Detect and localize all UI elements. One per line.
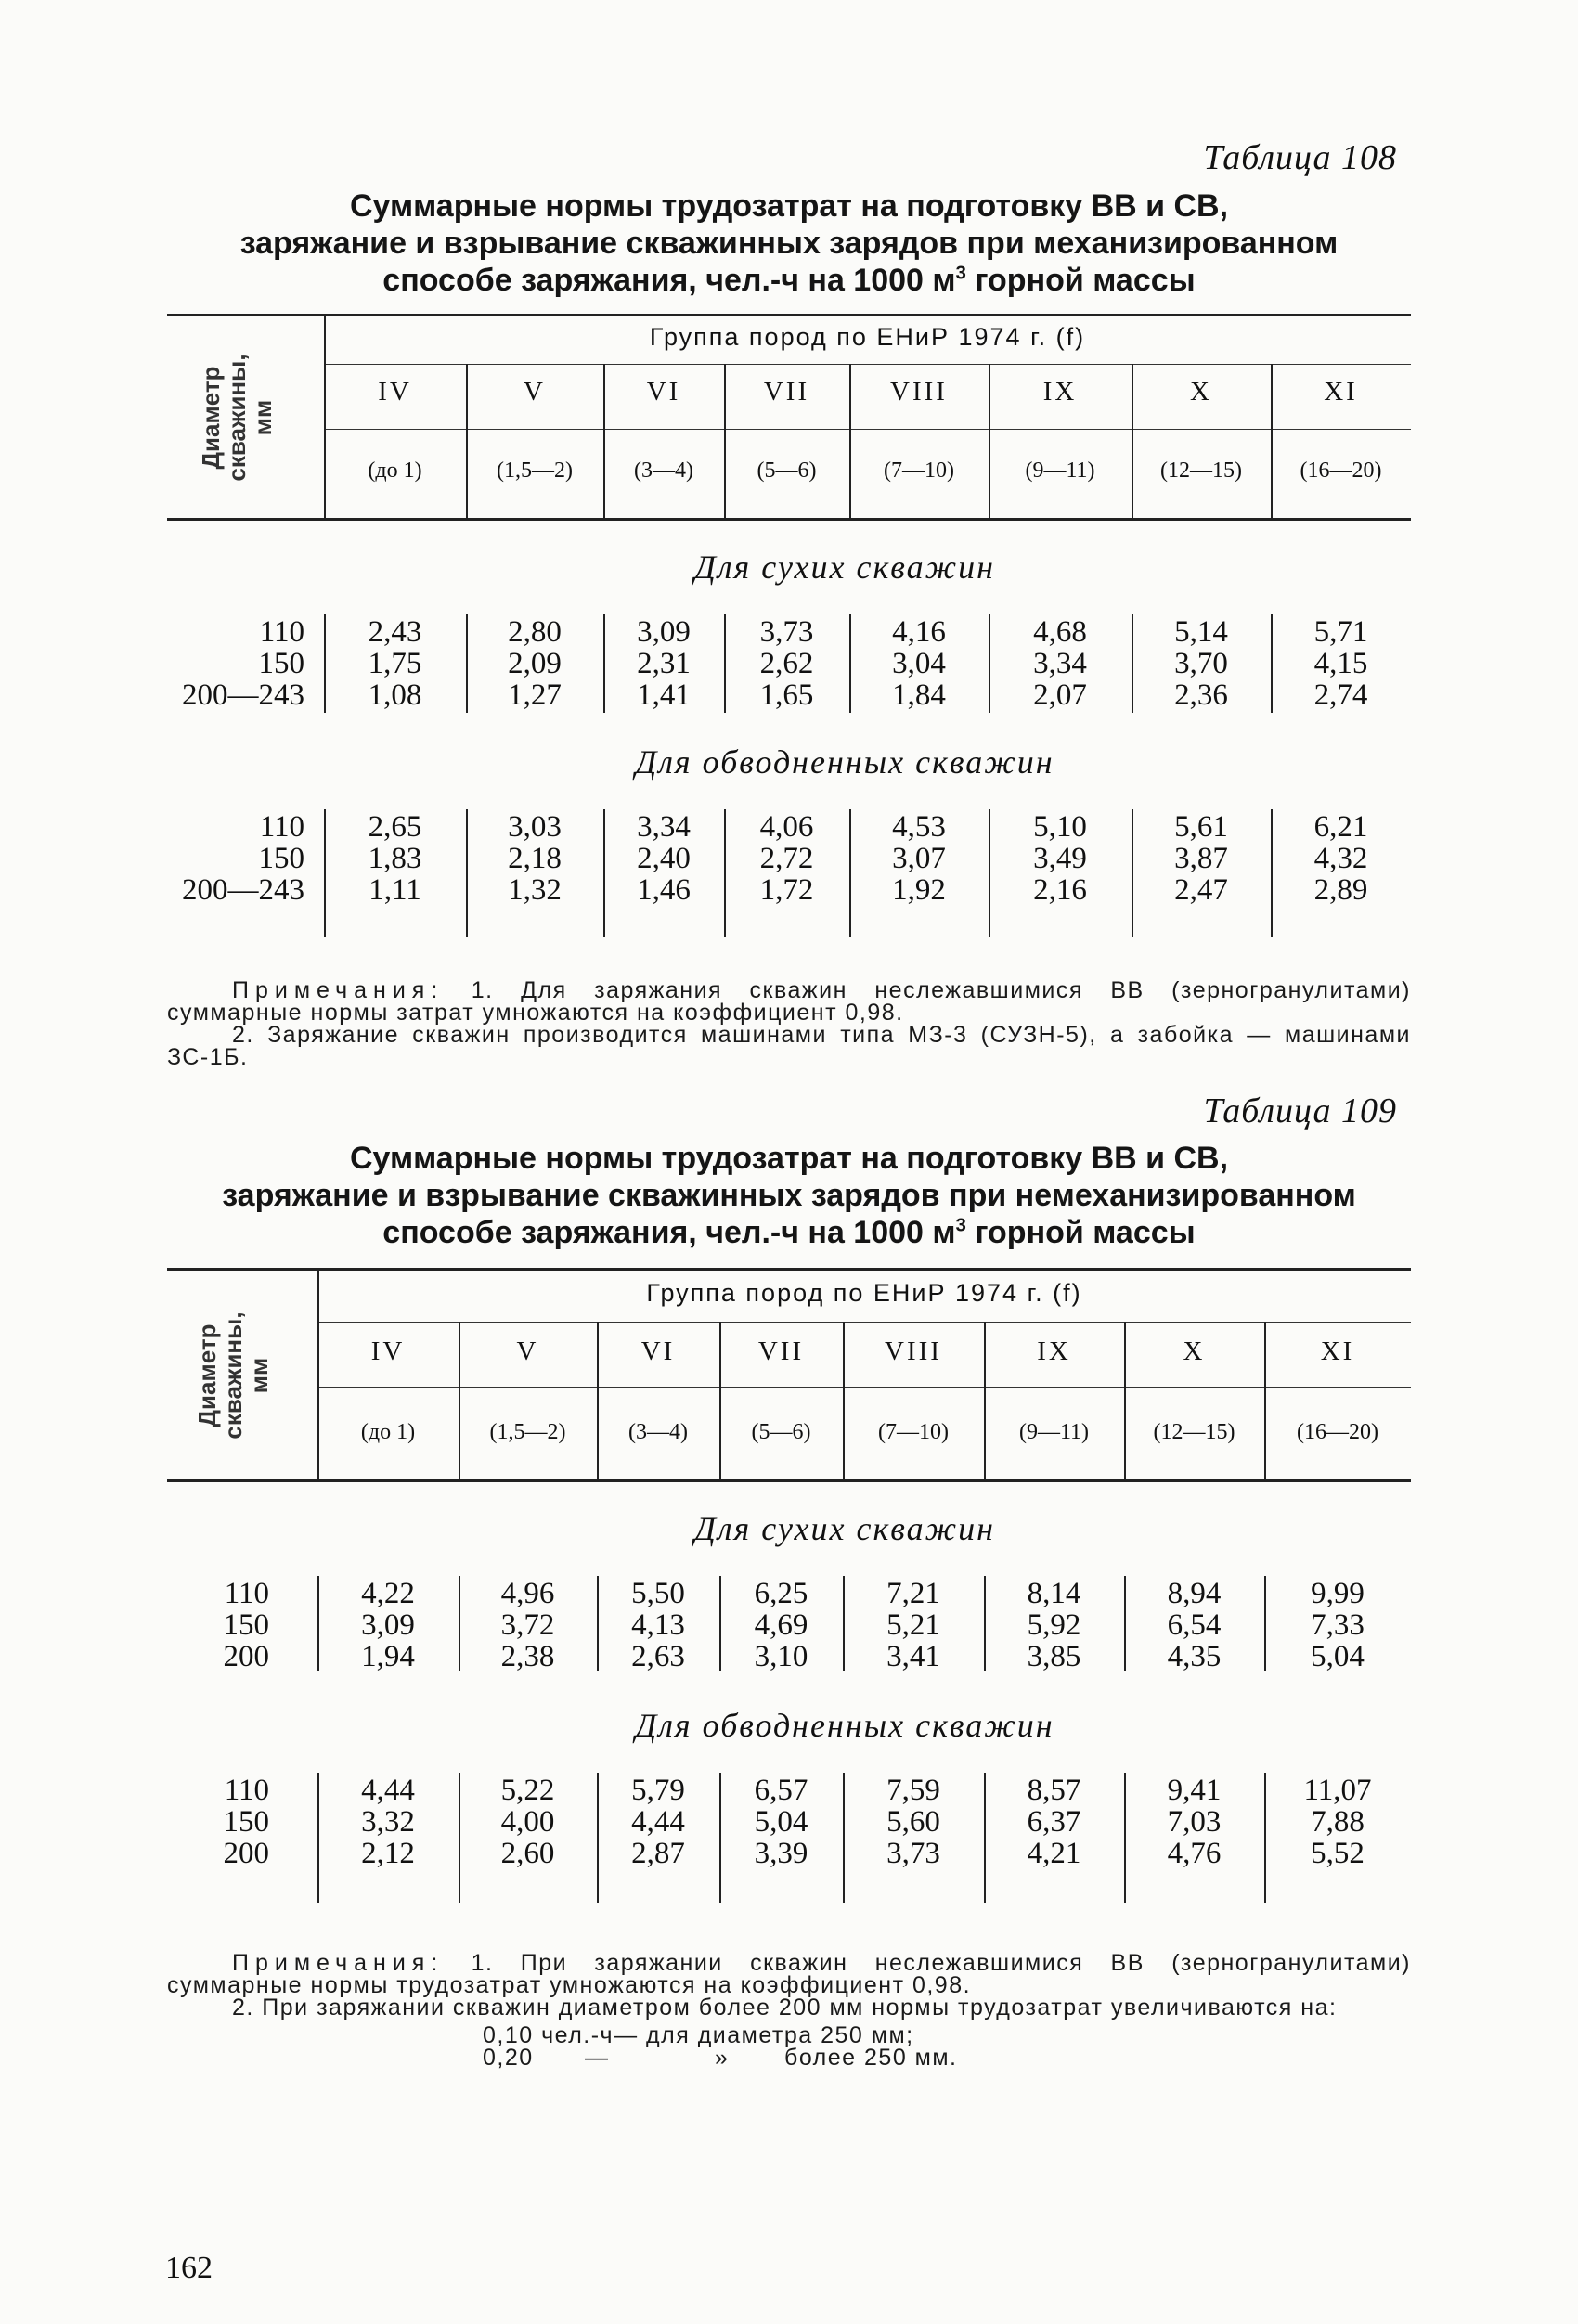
table-109-title: Суммарные нормы трудозатрат на подготовку ВВ и СВ, заряжание и взрывание скважинных зарядов при немеханизированном способе заряжания, чел.-ч на 1000 $м^3$ горной массы xyxy=(222,1141,1356,1250)
table-cell: 5,50 xyxy=(631,1577,685,1610)
group-6-label: X xyxy=(1190,377,1212,407)
table-108-number: Таблица 108 xyxy=(1203,138,1397,177)
group-2-f-range: (3—4) xyxy=(628,1420,688,1444)
table-cell: 3,34 xyxy=(637,810,691,844)
group-1-values xyxy=(459,1578,597,1672)
table-cell: 1,72 xyxy=(759,873,814,907)
section-label: Для обводненных скважин xyxy=(635,1707,1054,1744)
table-cell: 4,53 xyxy=(892,810,946,844)
diameter-value: 150 xyxy=(223,1608,269,1642)
table-cell: 2,80 xyxy=(508,615,562,649)
table-cell: 3,73 xyxy=(759,615,814,649)
group-1-values xyxy=(466,616,603,711)
section-label: Для обводненных скважин xyxy=(635,743,1054,781)
group-3-values xyxy=(719,1775,843,1869)
table-cell: 2,16 xyxy=(1033,873,1087,907)
table-cell: 2,31 xyxy=(637,647,691,680)
table-cell: 2,89 xyxy=(1313,873,1368,907)
table-109-notes xyxy=(167,1952,1411,2069)
group-7-values xyxy=(1271,811,1411,906)
increase-line-2: 0,20 — » более 250 мм. xyxy=(483,2045,958,2071)
table-cell: 2,72 xyxy=(759,842,814,875)
table-cell: 5,22 xyxy=(500,1774,555,1807)
note-2: 2. При заряжании скважин диаметром более 200 мм нормы трудозатрат увеличиваются на: xyxy=(232,1995,1338,2021)
diameter-values xyxy=(167,811,304,906)
table-cell: 2,12 xyxy=(361,1837,415,1870)
roman-row-rule xyxy=(317,1387,1411,1388)
group-5-label: IX xyxy=(1037,1336,1071,1366)
table-cell: 1,41 xyxy=(637,678,691,712)
table-cell: 6,54 xyxy=(1167,1608,1222,1642)
table-cell: 4,76 xyxy=(1167,1837,1222,1870)
group-5-f-range: (9—11) xyxy=(1025,458,1095,483)
table-cell: 3,39 xyxy=(754,1837,808,1870)
table-cell: 7,03 xyxy=(1167,1805,1222,1839)
table-cell: 2,87 xyxy=(631,1837,685,1870)
group-4-label: VIII xyxy=(890,377,948,407)
table-cell: 1,83 xyxy=(368,842,422,875)
group-0-label: IV xyxy=(370,1336,406,1366)
diameter-label-line: мм xyxy=(249,399,277,436)
group-4-f-range: (7—10) xyxy=(884,458,954,483)
group-header-rule xyxy=(324,364,1411,365)
table-cell: 9,41 xyxy=(1167,1774,1222,1807)
group-5-values xyxy=(989,811,1132,906)
table-cell: 3,32 xyxy=(361,1805,415,1839)
group-6-values xyxy=(1132,616,1271,711)
table-cell: 5,10 xyxy=(1033,810,1087,844)
section-label: Для сухих скважин xyxy=(693,549,996,586)
table-cell: 7,21 xyxy=(886,1577,940,1610)
table-cell: 1,75 xyxy=(368,647,422,680)
table-cell: 5,79 xyxy=(631,1774,685,1807)
table-cell: 3,07 xyxy=(892,842,946,875)
table-cell: 1,11 xyxy=(369,873,421,907)
diameter-column-label xyxy=(198,334,281,501)
diameter-value: 150 xyxy=(223,1805,269,1839)
table-cell: 4,68 xyxy=(1033,615,1087,649)
diameter-label-line: скважины, xyxy=(219,1311,247,1440)
table-108-title: Суммарные нормы трудозатрат на подготовку ВВ и СВ, заряжание и взрывание скважинных зарядов при механизированном способе заряжания, чел.-ч на 1000 $м^3$ горной массы xyxy=(239,188,1339,298)
notes-heading: Примечания: xyxy=(232,1950,445,1976)
table-cell: 4,16 xyxy=(892,615,946,649)
diameter-label-line: Диаметр xyxy=(197,366,225,470)
table-cell: 7,59 xyxy=(886,1774,940,1807)
notes-heading: Примечания: xyxy=(232,977,445,1003)
group-header-rule xyxy=(317,1322,1411,1323)
table-cell: 1,46 xyxy=(637,873,691,907)
table-cell: 2,36 xyxy=(1174,678,1228,712)
table-cell: 6,21 xyxy=(1313,810,1368,844)
group-6-f-range: (12—15) xyxy=(1153,1420,1235,1444)
group-2-values xyxy=(603,811,724,906)
table-cell: 4,22 xyxy=(361,1577,415,1610)
table-108-notes xyxy=(167,979,1411,1068)
table-cell: 4,15 xyxy=(1313,647,1368,680)
diameter-value: 110 xyxy=(259,810,304,844)
table-cell: 11,07 xyxy=(1303,1774,1372,1807)
group-6-values xyxy=(1124,1578,1264,1672)
table-cell: 8,94 xyxy=(1167,1577,1222,1610)
group-0-values xyxy=(317,1578,459,1672)
diameter-values xyxy=(167,1578,269,1672)
group-2-values xyxy=(597,1775,719,1869)
table-cell: 4,32 xyxy=(1313,842,1368,875)
table-top-rule xyxy=(167,1268,1411,1271)
table-cell: 3,03 xyxy=(508,810,562,844)
diameter-column-label xyxy=(194,1292,278,1459)
table-cell: 3,04 xyxy=(892,647,946,680)
group-3-label: VII xyxy=(763,377,810,407)
page-number: 162 xyxy=(165,2251,213,2285)
table-cell: 2,62 xyxy=(759,647,814,680)
group-4-label: VIII xyxy=(885,1336,942,1366)
table-cell: 2,63 xyxy=(631,1640,685,1673)
group-4-values xyxy=(843,1578,984,1672)
group-1-label: V xyxy=(516,1336,539,1366)
group-7-values xyxy=(1271,616,1411,711)
diameter-value: 110 xyxy=(259,615,304,649)
diameter-label-line: мм xyxy=(245,1357,273,1394)
table-cell: 3,49 xyxy=(1033,842,1087,875)
diameter-label-line: скважины, xyxy=(223,354,251,482)
table-cell: 7,88 xyxy=(1311,1805,1365,1839)
group-4-f-range: (7—10) xyxy=(878,1420,949,1444)
group-1-values xyxy=(459,1775,597,1869)
group-7-values xyxy=(1264,1775,1411,1869)
table-109-number: Таблица 109 xyxy=(1203,1091,1397,1130)
diameter-value: 110 xyxy=(224,1577,269,1610)
table-cell: 1,32 xyxy=(508,873,562,907)
group-3-label: VII xyxy=(757,1336,805,1366)
table-cell: 3,70 xyxy=(1174,647,1228,680)
table-cell: 2,65 xyxy=(368,810,422,844)
group-3-f-range: (5—6) xyxy=(757,458,817,483)
table-cell: 2,43 xyxy=(368,615,422,649)
table-cell: 1,92 xyxy=(892,873,946,907)
table-cell: 4,44 xyxy=(361,1774,415,1807)
group-0-label: IV xyxy=(378,377,412,407)
diameter-value: 200—243 xyxy=(182,873,304,907)
table-cell: 3,10 xyxy=(754,1640,808,1673)
table-cell: 1,84 xyxy=(892,678,946,712)
group-5-values xyxy=(989,616,1132,711)
note-1: 1. Для заряжания скважин неслежавшимися ВВ (зерногранулитами) суммарные нормы затрат умножаются на коэффициент 0,98. xyxy=(167,977,1411,1026)
diameter-value: 200 xyxy=(223,1640,269,1673)
group-2-label: VI xyxy=(646,377,681,407)
group-2-values xyxy=(603,616,724,711)
group-0-f-range: (до 1) xyxy=(368,458,422,483)
table-cell: 2,40 xyxy=(637,842,691,875)
table-cell: 3,73 xyxy=(886,1837,940,1870)
table-cell: 2,07 xyxy=(1033,678,1087,712)
table-cell: 5,92 xyxy=(1027,1608,1081,1642)
group-7-f-range: (16—20) xyxy=(1300,458,1382,483)
group-6-values xyxy=(1124,1775,1264,1869)
table-cell: 7,33 xyxy=(1311,1608,1365,1642)
table-header-bottom-rule xyxy=(167,518,1411,521)
group-4-values xyxy=(849,811,989,906)
diameter-value: 150 xyxy=(258,647,304,680)
table-cell: 2,74 xyxy=(1313,678,1368,712)
group-7-values xyxy=(1264,1578,1411,1672)
roman-row-rule xyxy=(324,429,1411,430)
table-cell: 2,60 xyxy=(500,1837,555,1870)
table-cell: 3,41 xyxy=(886,1640,940,1673)
group-0-values xyxy=(324,616,466,711)
table-cell: 2,38 xyxy=(500,1640,555,1673)
table-cell: 3,34 xyxy=(1033,647,1087,680)
group-5-values xyxy=(984,1578,1124,1672)
table-cell: 3,87 xyxy=(1174,842,1228,875)
group-4-values xyxy=(843,1775,984,1869)
diameter-label-line: Диаметр xyxy=(193,1323,221,1427)
table-cell: 3,09 xyxy=(361,1608,415,1642)
table-header-bottom-rule xyxy=(167,1479,1411,1482)
table-cell: 1,27 xyxy=(508,678,562,712)
group-6-f-range: (12—15) xyxy=(1160,458,1242,483)
group-2-values xyxy=(597,1578,719,1672)
group-3-values xyxy=(724,616,849,711)
table-cell: 5,52 xyxy=(1311,1837,1365,1870)
table-cell: 1,94 xyxy=(361,1640,415,1673)
table-cell: 4,13 xyxy=(631,1608,685,1642)
group-3-f-range: (5—6) xyxy=(751,1420,811,1444)
group-3-values xyxy=(724,811,849,906)
table-cell: 6,57 xyxy=(754,1774,808,1807)
group-0-f-range: (до 1) xyxy=(360,1420,416,1444)
table-cell: 6,37 xyxy=(1027,1805,1081,1839)
group-header: Группа пород по ЕНиР 1974 г. (f) xyxy=(646,1279,1082,1307)
group-7-f-range: (16—20) xyxy=(1297,1420,1378,1444)
table-cell: 5,71 xyxy=(1313,615,1368,649)
table-cell: 9,99 xyxy=(1311,1577,1365,1610)
table-cell: 3,09 xyxy=(637,615,691,649)
note-2: 2. Заряжание скважин производится машинами типа МЗ-3 (СУЗН-5), а забойка — машинами ЗС-1Б. xyxy=(167,1022,1411,1070)
group-4-values xyxy=(849,616,989,711)
group-3-values xyxy=(719,1578,843,1672)
table-cell: 8,14 xyxy=(1027,1577,1081,1610)
table-cell: 2,18 xyxy=(508,842,562,875)
table-cell: 4,35 xyxy=(1167,1640,1222,1673)
table-cell: 6,25 xyxy=(754,1577,808,1610)
group-5-values xyxy=(984,1775,1124,1869)
diameter-values xyxy=(167,616,304,711)
table-cell: 1,65 xyxy=(759,678,814,712)
group-6-values xyxy=(1132,811,1271,906)
table-cell: 4,21 xyxy=(1027,1837,1081,1870)
group-5-label: IX xyxy=(1042,377,1078,407)
group-5-f-range: (9—11) xyxy=(1018,1420,1090,1444)
group-6-label: X xyxy=(1183,1336,1206,1366)
table-cell: 5,61 xyxy=(1174,810,1228,844)
group-header: Группа пород по ЕНиР 1974 г. (f) xyxy=(649,323,1086,351)
table-top-rule xyxy=(167,314,1411,316)
table-cell: 8,57 xyxy=(1027,1774,1081,1807)
table-cell: 4,06 xyxy=(759,810,814,844)
table-cell: 5,04 xyxy=(754,1805,808,1839)
table-cell: 1,08 xyxy=(368,678,422,712)
table-cell: 5,04 xyxy=(1311,1640,1365,1673)
group-0-values xyxy=(317,1775,459,1869)
table-cell: 2,09 xyxy=(508,647,562,680)
increase-line-1: 0,10 чел.-ч— для диаметра 250 мм; xyxy=(483,2022,914,2048)
diameter-values xyxy=(167,1775,269,1869)
section-label: Для сухих скважин xyxy=(693,1510,996,1547)
group-1-values xyxy=(466,811,603,906)
table-cell: 5,21 xyxy=(886,1608,940,1642)
table-cell: 3,72 xyxy=(500,1608,555,1642)
table-cell: 4,00 xyxy=(500,1805,555,1839)
table-cell: 2,47 xyxy=(1174,873,1228,907)
group-7-label: XI xyxy=(1324,377,1358,407)
group-7-label: XI xyxy=(1320,1336,1355,1366)
group-2-f-range: (3—4) xyxy=(634,458,693,483)
table-cell: 5,60 xyxy=(886,1805,940,1839)
diameter-value: 200 xyxy=(223,1837,269,1870)
diameter-value: 110 xyxy=(224,1774,269,1807)
diameter-value: 150 xyxy=(258,842,304,875)
table-cell: 3,85 xyxy=(1027,1640,1081,1673)
group-1-f-range: (1,5—2) xyxy=(489,1420,566,1444)
group-0-values xyxy=(324,811,466,906)
table-cell: 4,69 xyxy=(754,1608,808,1642)
group-1-label: V xyxy=(524,377,546,407)
table-cell: 5,14 xyxy=(1174,615,1228,649)
table-cell: 4,96 xyxy=(500,1577,555,1610)
note-1: 1. При заряжании скважин неслежавшимися ВВ (зерногранулитами) суммарные нормы трудозатрат умножаются на коэффициент 0,98. xyxy=(167,1950,1411,1998)
group-2-label: VI xyxy=(640,1336,676,1366)
group-1-f-range: (1,5—2) xyxy=(497,458,573,483)
table-cell: 4,44 xyxy=(631,1805,685,1839)
diameter-value: 200—243 xyxy=(182,678,304,712)
